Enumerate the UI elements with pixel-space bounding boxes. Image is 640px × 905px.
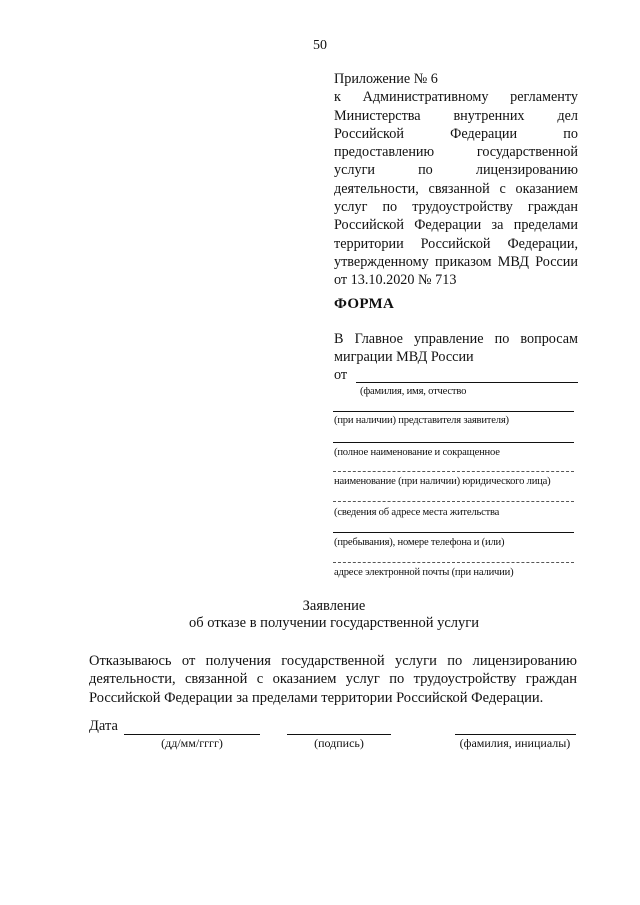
appendix-line: к Административному регламенту: [334, 89, 578, 106]
page-number: 50: [313, 38, 327, 53]
recipient-line: В Главное управление по вопросам: [334, 331, 578, 347]
appendix-line: деятельности, связанной с оказанием: [334, 180, 578, 197]
appendix-line: утвержденному приказом МВД России: [334, 253, 578, 270]
field-hint: адресе электронной почты (при наличии): [334, 567, 514, 578]
signature-input-line[interactable]: [287, 734, 391, 735]
org-name-input-line[interactable]: [333, 442, 574, 443]
appendix-line: Министерства внутренних дел: [334, 107, 578, 124]
field-hint: (сведения об адресе места жительства: [334, 507, 500, 518]
statement-body-line: Российской Федерации за пределами территории Российской Федерации.: [89, 689, 544, 706]
field-hint: (при наличии) представителя заявителя): [334, 415, 509, 426]
org-name-input-line-2[interactable]: [333, 471, 574, 472]
date-caption: (дд/мм/гггг): [161, 736, 223, 750]
field-hint: (пребывания), номере телефона и (или): [334, 537, 505, 548]
date-input-line[interactable]: [124, 734, 260, 735]
applicant-input-line[interactable]: [333, 411, 574, 412]
appendix-line: от 13.10.2020 № 713: [334, 272, 457, 289]
statement-body: [89, 652, 577, 707]
appendix-header: [334, 70, 578, 290]
field-hint: наименование (при наличии) юридического лица): [334, 476, 551, 487]
form-label: ФОРМА: [334, 296, 395, 312]
appendix-line: Российской Федерации за пределами: [334, 217, 578, 234]
name-caption: (фамилия, инициалы): [459, 736, 571, 750]
appendix-line: территории Российской Федерации,: [334, 235, 578, 252]
appendix-line: Российской Федерации по: [334, 125, 578, 142]
field-hint: (полное наименование и сокращенное: [334, 447, 500, 458]
from-input-line[interactable]: [356, 382, 578, 383]
address-input-line-2[interactable]: [333, 532, 574, 533]
appendix-line: предоставлению государственной: [334, 144, 578, 161]
appendix-line: услуги по лицензированию: [334, 162, 578, 179]
name-input-line[interactable]: [455, 734, 576, 735]
recipient-line: миграции МВД России: [334, 349, 474, 366]
from-label: от: [334, 367, 348, 383]
signature-caption: (подпись): [314, 736, 364, 750]
contact-input-line[interactable]: [333, 562, 574, 563]
appendix-line: услуг по трудоустройству граждан: [334, 199, 578, 216]
date-label: Дата: [89, 718, 118, 734]
field-hint: (фамилия, имя, отчество: [360, 386, 467, 397]
from-row: [334, 367, 578, 385]
statement-body-line: Отказываюсь от получения государственной услуги по лицензированию: [89, 653, 577, 669]
recipient-block: [334, 330, 578, 367]
address-input-line[interactable]: [333, 501, 574, 502]
statement-title: Заявление: [302, 598, 366, 614]
statement-body-line: деятельности, связанной с оказанием услуг по трудоустройству граждан: [89, 671, 577, 688]
appendix-title: Приложение № 6: [334, 71, 438, 87]
statement-subtitle: об отказе в получении государственной услуги: [189, 615, 479, 631]
